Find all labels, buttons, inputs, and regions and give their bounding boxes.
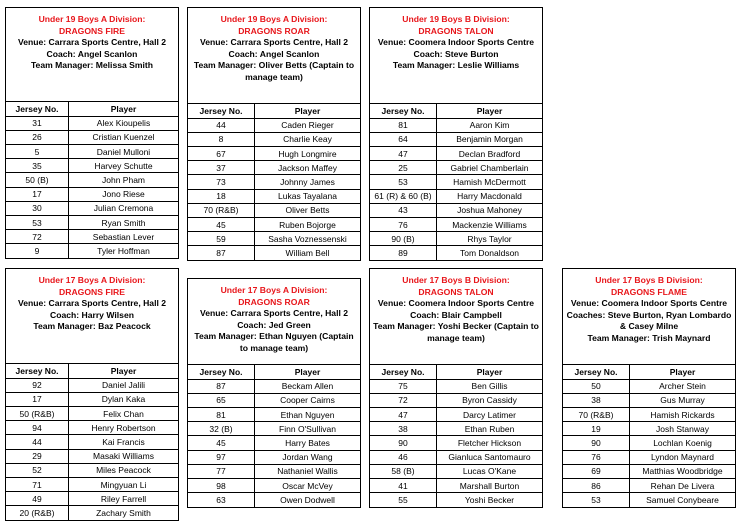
player-name: Kai Francis <box>69 435 179 449</box>
table-row <box>370 189 542 203</box>
jersey-number: 32 (B) <box>188 422 255 436</box>
jersey-number: 89 <box>370 246 437 260</box>
team-detail: Team Manager: Melissa Smith <box>30 60 154 70</box>
division-title: Under 17 Boys B Division: <box>595 275 703 285</box>
table-row <box>188 393 360 407</box>
table-row <box>188 218 360 232</box>
player-name: Harry Bates <box>255 436 361 450</box>
team-name: DRAGONS FLAME <box>611 286 687 297</box>
jersey-number: 45 <box>188 436 255 450</box>
team-detail: Coach: Steve Burton <box>413 48 499 59</box>
jersey-number: 55 <box>370 493 437 507</box>
jersey-column-header: Jersey No. <box>370 365 437 379</box>
division-title: Under 17 Boys A Division: <box>220 285 328 295</box>
jersey-number: 77 <box>188 464 255 478</box>
player-name: Oliver Betts <box>255 203 361 217</box>
table-row <box>188 189 360 203</box>
jersey-number: 81 <box>370 118 437 132</box>
jersey-number: 64 <box>370 132 437 146</box>
player-column-header: Player <box>69 364 179 378</box>
division-title: Under 17 Boys A Division: <box>38 275 146 285</box>
team-detail: Team Manager: Baz Peacock <box>33 321 151 331</box>
team-header <box>370 269 542 365</box>
table-row <box>6 378 178 392</box>
table-row <box>370 246 542 260</box>
jersey-number: 70 (R&B) <box>563 408 630 422</box>
jersey-number: 65 <box>188 393 255 407</box>
player-name: Jono Riese <box>69 187 179 201</box>
player-name: Ryan Smith <box>69 216 179 230</box>
table-row <box>6 216 178 230</box>
jersey-number: 45 <box>188 218 255 232</box>
jersey-number: 5 <box>6 145 69 159</box>
jersey-number: 76 <box>370 218 437 232</box>
team-detail: Venue: Carrara Sports Centre, Hall 2 <box>199 37 349 47</box>
team-name: DRAGONS FIRE <box>59 286 125 297</box>
player-name: Gabriel Chamberlain <box>437 161 543 175</box>
player-name: Ben Gillis <box>437 379 543 393</box>
player-name: Matthias Woodbridge <box>630 464 736 478</box>
player-name: Daniel Jalili <box>69 378 179 392</box>
player-name: Cristian Kuenzel <box>69 130 179 144</box>
roster-table <box>563 365 735 507</box>
team-detail: Venue: Coomera Indoor Sports Centre <box>570 298 728 308</box>
table-row <box>188 132 360 146</box>
team-detail: Venue: Coomera Indoor Sports Centre <box>377 298 535 308</box>
player-name: Lukas Tayalana <box>255 189 361 203</box>
player-name: Aaron Kim <box>437 118 543 132</box>
roster-table <box>6 364 178 520</box>
player-name: Ethan Ruben <box>437 422 543 436</box>
player-name: Charlie Keay <box>255 132 361 146</box>
jersey-number: 53 <box>370 175 437 189</box>
player-name: Yoshi Becker <box>437 493 543 507</box>
jersey-number: 50 (R&B) <box>6 407 69 421</box>
jersey-number: 30 <box>6 201 69 215</box>
team-detail: Team Manager: Trish Maynard <box>587 332 711 343</box>
table-row <box>188 232 360 246</box>
table-row <box>370 393 542 407</box>
jersey-number: 61 (R) & 60 (B) <box>370 189 437 203</box>
table-row <box>563 408 735 422</box>
team-header <box>370 8 542 104</box>
division-title: Under 19 Boys B Division: <box>402 14 510 24</box>
table-row <box>370 161 542 175</box>
player-name: Jackson Maffey <box>255 161 361 175</box>
table-row <box>188 118 360 132</box>
jersey-number: 81 <box>188 408 255 422</box>
jersey-column-header: Jersey No. <box>370 104 437 118</box>
team-detail: Coach: Angel Scanlon <box>228 48 320 59</box>
jersey-number: 44 <box>6 435 69 449</box>
player-name: Nathaniel Wallis <box>255 464 361 478</box>
jersey-number: 94 <box>6 421 69 435</box>
team-name: DRAGONS TALON <box>418 286 494 297</box>
table-row <box>6 145 178 159</box>
player-name: Hamish McDermott <box>437 175 543 189</box>
jersey-number: 69 <box>563 464 630 478</box>
table-row <box>370 450 542 464</box>
table-row <box>370 232 542 246</box>
table-row <box>370 422 542 436</box>
jersey-number: 67 <box>188 147 255 161</box>
table-row <box>6 478 178 492</box>
roster-table <box>6 102 178 258</box>
team-detail: Coach: Blair Campbell <box>410 309 502 320</box>
player-name: Declan Bradford <box>437 147 543 161</box>
player-name: Cooper Cairns <box>255 393 361 407</box>
team-sheet <box>187 278 361 508</box>
table-row <box>563 422 735 436</box>
player-name: Felix Chan <box>69 407 179 421</box>
player-name: Rehan De Livera <box>630 479 736 493</box>
jersey-number: 50 (B) <box>6 173 69 187</box>
jersey-number: 17 <box>6 392 69 406</box>
jersey-number: 75 <box>370 379 437 393</box>
jersey-number: 53 <box>563 493 630 507</box>
jersey-number: 63 <box>188 493 255 507</box>
jersey-number: 47 <box>370 408 437 422</box>
team-detail: Coaches: Steve Burton, Ryan Lombardo & Casey Milne <box>566 309 732 331</box>
table-row <box>188 175 360 189</box>
table-row <box>563 393 735 407</box>
table-row <box>188 464 360 478</box>
jersey-number: 53 <box>6 216 69 230</box>
jersey-number: 46 <box>370 450 437 464</box>
roster-table <box>370 365 542 507</box>
table-row <box>188 203 360 217</box>
jersey-number: 72 <box>370 393 437 407</box>
jersey-number: 90 <box>563 436 630 450</box>
jersey-column-header: Jersey No. <box>6 364 69 378</box>
jersey-number: 76 <box>563 450 630 464</box>
player-name: Beckam Allen <box>255 379 361 393</box>
player-name: Owen Dodwell <box>255 493 361 507</box>
table-row <box>370 218 542 232</box>
team-sheet <box>5 268 179 521</box>
jersey-number: 58 (B) <box>370 464 437 478</box>
player-name: Hugh Longmire <box>255 147 361 161</box>
team-detail: Team Manager: Leslie Williams <box>392 60 520 70</box>
table-row <box>370 147 542 161</box>
player-name: Darcy Latimer <box>437 408 543 422</box>
table-row <box>563 464 735 478</box>
player-name: Henry Robertson <box>69 421 179 435</box>
player-name: John Pham <box>69 173 179 187</box>
team-name: DRAGONS ROAR <box>238 25 310 36</box>
team-name: DRAGONS ROAR <box>238 296 310 307</box>
table-row <box>188 436 360 450</box>
player-name: Lucas O'Kane <box>437 464 543 478</box>
player-name: Benjamin Morgan <box>437 132 543 146</box>
team-name: DRAGONS TALON <box>418 25 494 36</box>
player-name: Tyler Hoffman <box>69 244 179 258</box>
table-row <box>370 118 542 132</box>
table-row <box>6 449 178 463</box>
player-name: Fletcher Hickson <box>437 436 543 450</box>
team-header <box>188 8 360 104</box>
player-name: Ruben Bojorge <box>255 218 361 232</box>
roster-table <box>188 104 360 260</box>
player-column-header: Player <box>630 365 736 379</box>
table-row <box>563 436 735 450</box>
player-name: Lyndon Maynard <box>630 450 736 464</box>
team-sheet <box>369 268 543 508</box>
team-detail: Coach: Jed Green <box>237 319 311 330</box>
player-name: Daniel Mulloni <box>69 145 179 159</box>
jersey-number: 87 <box>188 246 255 260</box>
jersey-number: 71 <box>6 478 69 492</box>
division-title: Under 19 Boys A Division: <box>38 14 146 24</box>
jersey-number: 59 <box>188 232 255 246</box>
jersey-number: 41 <box>370 479 437 493</box>
division-title: Under 17 Boys B Division: <box>402 275 510 285</box>
player-name: Masaki Williams <box>69 449 179 463</box>
jersey-number: 86 <box>563 479 630 493</box>
jersey-number: 90 (B) <box>370 232 437 246</box>
team-header <box>563 269 735 365</box>
jersey-number: 44 <box>188 118 255 132</box>
player-name: Riley Farrell <box>69 492 179 506</box>
table-row <box>188 479 360 493</box>
table-row <box>563 479 735 493</box>
team-name: DRAGONS FIRE <box>59 25 125 36</box>
team-detail: Venue: Coomera Indoor Sports Centre <box>377 37 535 47</box>
player-name: Caden Rieger <box>255 118 361 132</box>
jersey-number: 29 <box>6 449 69 463</box>
table-row <box>370 132 542 146</box>
roster-table <box>188 365 360 507</box>
team-detail: Venue: Carrara Sports Centre, Hall 2 <box>17 298 167 308</box>
jersey-number: 92 <box>6 378 69 392</box>
jersey-number: 38 <box>370 422 437 436</box>
team-detail: Team Manager: Yoshi Becker (Captain to manage team) <box>373 321 539 343</box>
table-row <box>563 493 735 507</box>
jersey-number: 97 <box>188 450 255 464</box>
jersey-number: 17 <box>6 187 69 201</box>
player-name: Lochlan Koenig <box>630 436 736 450</box>
player-name: Miles Peacock <box>69 463 179 477</box>
jersey-column-header: Jersey No. <box>188 104 255 118</box>
table-row <box>370 479 542 493</box>
player-name: Byron Cassidy <box>437 393 543 407</box>
player-name: Ethan Nguyen <box>255 408 361 422</box>
table-row <box>563 379 735 393</box>
player-column-header: Player <box>255 104 361 118</box>
table-row <box>370 203 542 217</box>
table-row <box>370 408 542 422</box>
jersey-number: 37 <box>188 161 255 175</box>
player-name: Dylan Kaka <box>69 392 179 406</box>
player-name: Sebastian Lever <box>69 230 179 244</box>
table-row <box>6 392 178 406</box>
table-row <box>6 492 178 506</box>
player-name: William Bell <box>255 246 361 260</box>
player-column-header: Player <box>437 104 543 118</box>
table-row <box>188 246 360 260</box>
player-name: Harvey Schutte <box>69 159 179 173</box>
jersey-number: 43 <box>370 203 437 217</box>
player-name: Harry Macdonald <box>437 189 543 203</box>
player-name: Alex Kioupelis <box>69 116 179 130</box>
jersey-number: 49 <box>6 492 69 506</box>
team-header <box>188 279 360 365</box>
jersey-number: 90 <box>370 436 437 450</box>
player-name: Archer Stein <box>630 379 736 393</box>
table-row <box>6 173 178 187</box>
team-detail: Team Manager: Oliver Betts (Captain to manage team) <box>193 60 355 82</box>
jersey-number: 87 <box>188 379 255 393</box>
roster-table <box>370 104 542 260</box>
table-row <box>188 161 360 175</box>
table-row <box>370 379 542 393</box>
team-sheet <box>369 7 543 261</box>
team-detail: Coach: Harry Wilsen <box>50 309 134 320</box>
jersey-number: 26 <box>6 130 69 144</box>
table-row <box>6 407 178 421</box>
jersey-number: 8 <box>188 132 255 146</box>
player-column-header: Player <box>69 102 179 116</box>
jersey-column-header: Jersey No. <box>563 365 630 379</box>
team-detail: Team Manager: Ethan Nguyen (Captain to manage team) <box>194 331 354 353</box>
table-row <box>6 187 178 201</box>
jersey-number: 70 (R&B) <box>188 203 255 217</box>
player-name: Sasha Voznessenski <box>255 232 361 246</box>
jersey-number: 98 <box>188 479 255 493</box>
jersey-number: 73 <box>188 175 255 189</box>
player-name: Johnny James <box>255 175 361 189</box>
table-row <box>188 408 360 422</box>
table-row <box>6 244 178 258</box>
table-row <box>6 435 178 449</box>
table-row <box>6 463 178 477</box>
team-header <box>6 8 178 102</box>
player-name: Hamish Rickards <box>630 408 736 422</box>
team-sheet <box>5 7 179 259</box>
team-detail: Coach: Angel Scanlon <box>46 48 138 59</box>
player-name: Rhys Taylor <box>437 232 543 246</box>
jersey-number: 52 <box>6 463 69 477</box>
jersey-number: 72 <box>6 230 69 244</box>
player-name: Zachary Smith <box>69 506 179 520</box>
player-name: Samuel Conybeare <box>630 493 736 507</box>
jersey-number: 20 (R&B) <box>6 506 69 520</box>
jersey-number: 9 <box>6 244 69 258</box>
player-name: Mackenzie Williams <box>437 218 543 232</box>
player-name: Tom Donaldson <box>437 246 543 260</box>
table-row <box>188 147 360 161</box>
team-detail: Venue: Carrara Sports Centre, Hall 2 <box>199 308 349 318</box>
division-title: Under 19 Boys A Division: <box>220 14 328 24</box>
jersey-column-header: Jersey No. <box>6 102 69 116</box>
jersey-number: 35 <box>6 159 69 173</box>
player-name: Gus Murray <box>630 393 736 407</box>
table-row <box>370 436 542 450</box>
jersey-number: 47 <box>370 147 437 161</box>
table-row <box>6 130 178 144</box>
jersey-number: 18 <box>188 189 255 203</box>
player-name: Julian Cremona <box>69 201 179 215</box>
jersey-number: 25 <box>370 161 437 175</box>
jersey-column-header: Jersey No. <box>188 365 255 379</box>
player-name: Jordan Wang <box>255 450 361 464</box>
table-row <box>370 464 542 478</box>
table-row <box>6 230 178 244</box>
player-name: Josh Stanway <box>630 422 736 436</box>
team-sheet <box>187 7 361 261</box>
jersey-number: 19 <box>563 422 630 436</box>
table-row <box>6 159 178 173</box>
player-name: Mingyuan Li <box>69 478 179 492</box>
table-row <box>563 450 735 464</box>
player-name: Finn O'Sullivan <box>255 422 361 436</box>
table-row <box>370 175 542 189</box>
player-name: Marshall Burton <box>437 479 543 493</box>
player-column-header: Player <box>437 365 543 379</box>
player-name: Gianluca Santomauro <box>437 450 543 464</box>
player-name: Joshua Mahoney <box>437 203 543 217</box>
jersey-number: 50 <box>563 379 630 393</box>
player-column-header: Player <box>255 365 361 379</box>
team-sheet <box>562 268 736 508</box>
table-row <box>6 421 178 435</box>
jersey-number: 38 <box>563 393 630 407</box>
table-row <box>6 116 178 130</box>
table-row <box>188 422 360 436</box>
table-row <box>188 493 360 507</box>
table-row <box>6 506 178 520</box>
table-row <box>6 201 178 215</box>
table-row <box>188 450 360 464</box>
table-row <box>370 493 542 507</box>
team-detail: Venue: Carrara Sports Centre, Hall 2 <box>17 37 167 47</box>
team-header <box>6 269 178 364</box>
jersey-number: 31 <box>6 116 69 130</box>
table-row <box>188 379 360 393</box>
player-name: Oscar McVey <box>255 479 361 493</box>
